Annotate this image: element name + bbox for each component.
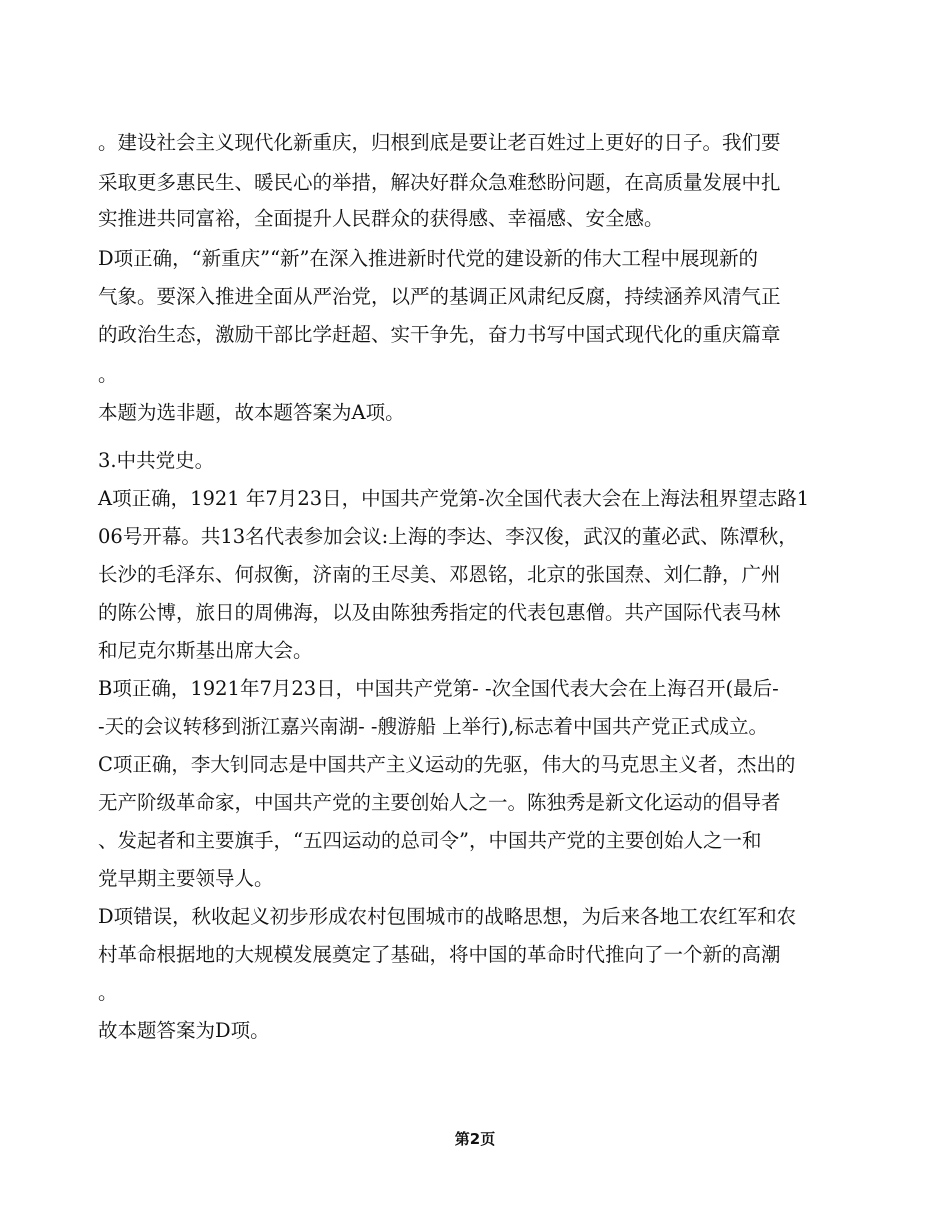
text-line: D项正确，“新重庆”“新”在深入推进新时代党的建设新的伟大工程中展现新的 <box>98 247 759 270</box>
text-line: -天的会议转移到浙江嘉兴南湖- -艘游船 上举行),标志着中国共产党正式成立。 <box>98 715 768 738</box>
text-line: 采取更多惠民生、暖民心的举措，解决好群众急难愁盼问题，在高质量发展中扎 <box>98 171 781 194</box>
text-line: 本题为选非题，故本题答案为A项。 <box>98 401 405 424</box>
text-line: 。 <box>98 363 118 386</box>
text-line: 和尼克尔斯基出席大会。 <box>98 639 313 662</box>
text-line: 的陈公博，旅日的周佛海，以及由陈独秀指定的代表包惠僧。共产国际代表马林 <box>98 601 781 624</box>
text-line: 党早期主要领导人。 <box>98 867 274 890</box>
text-line: A项正确，1921 年7月23日，中国共产党第-次全国代表大会在上海法租界望志路1 <box>98 487 810 510</box>
text-line: 故本题答案为D项。 <box>98 1019 270 1042</box>
text-line: 06号开幕。共13名代表参加会议:上海的李达、李汉俊，武汉的董必武、陈潭秋， <box>98 525 798 548</box>
text-line: 、发起者和主要旗手，“五四运动的总司令”，中国共产党的主要创始人之一和 <box>98 829 762 852</box>
text-line: C项正确，李大钊同志是中国共产主义运动的先驱，伟大的马克思主义者，杰出的 <box>98 753 796 776</box>
text-line: 长沙的毛泽东、何叔衡，济南的王尽美、邓恩铭，北京的张国焘、刘仁静，广州 <box>98 563 781 586</box>
page-number: 第2页 <box>454 1130 496 1148</box>
text-line: 的政治生态，激励干部比学赶超、实干争先，奋力书写中国式现代化的重庆篇章 <box>98 323 781 346</box>
text-line: 气象。要深入推进全面从严治党，以严的基调正风肃纪反腐，持续涵养风清气正 <box>98 285 781 308</box>
text-line: 村革命根据地的大规模发展奠定了基础，将中国的革命时代推向了一个新的高潮 <box>98 943 781 966</box>
text-line: 。建设社会主义现代化新重庆，归根到底是要让老百姓过上更好的日子。我们要 <box>98 131 781 154</box>
text-line: D项错误，秋收起义初步形成农村包围城市的战略思想，为后来各地工农红军和农 <box>98 905 797 928</box>
text-line: 。 <box>98 981 118 1004</box>
text-line: B项正确，1921年7月23日，中国共产党第- -次全国代表大会在上海召开(最后- <box>98 677 779 700</box>
text-line: 无产阶级革命家，中国共产党的主要创始人之一。陈独秀是新文化运动的倡导者 <box>98 791 781 814</box>
text-line: 实推进共同富裕，全面提升人民群众的获得感、幸福感、安全感。 <box>98 207 664 230</box>
section-heading: 3.中共党史。 <box>98 449 215 472</box>
